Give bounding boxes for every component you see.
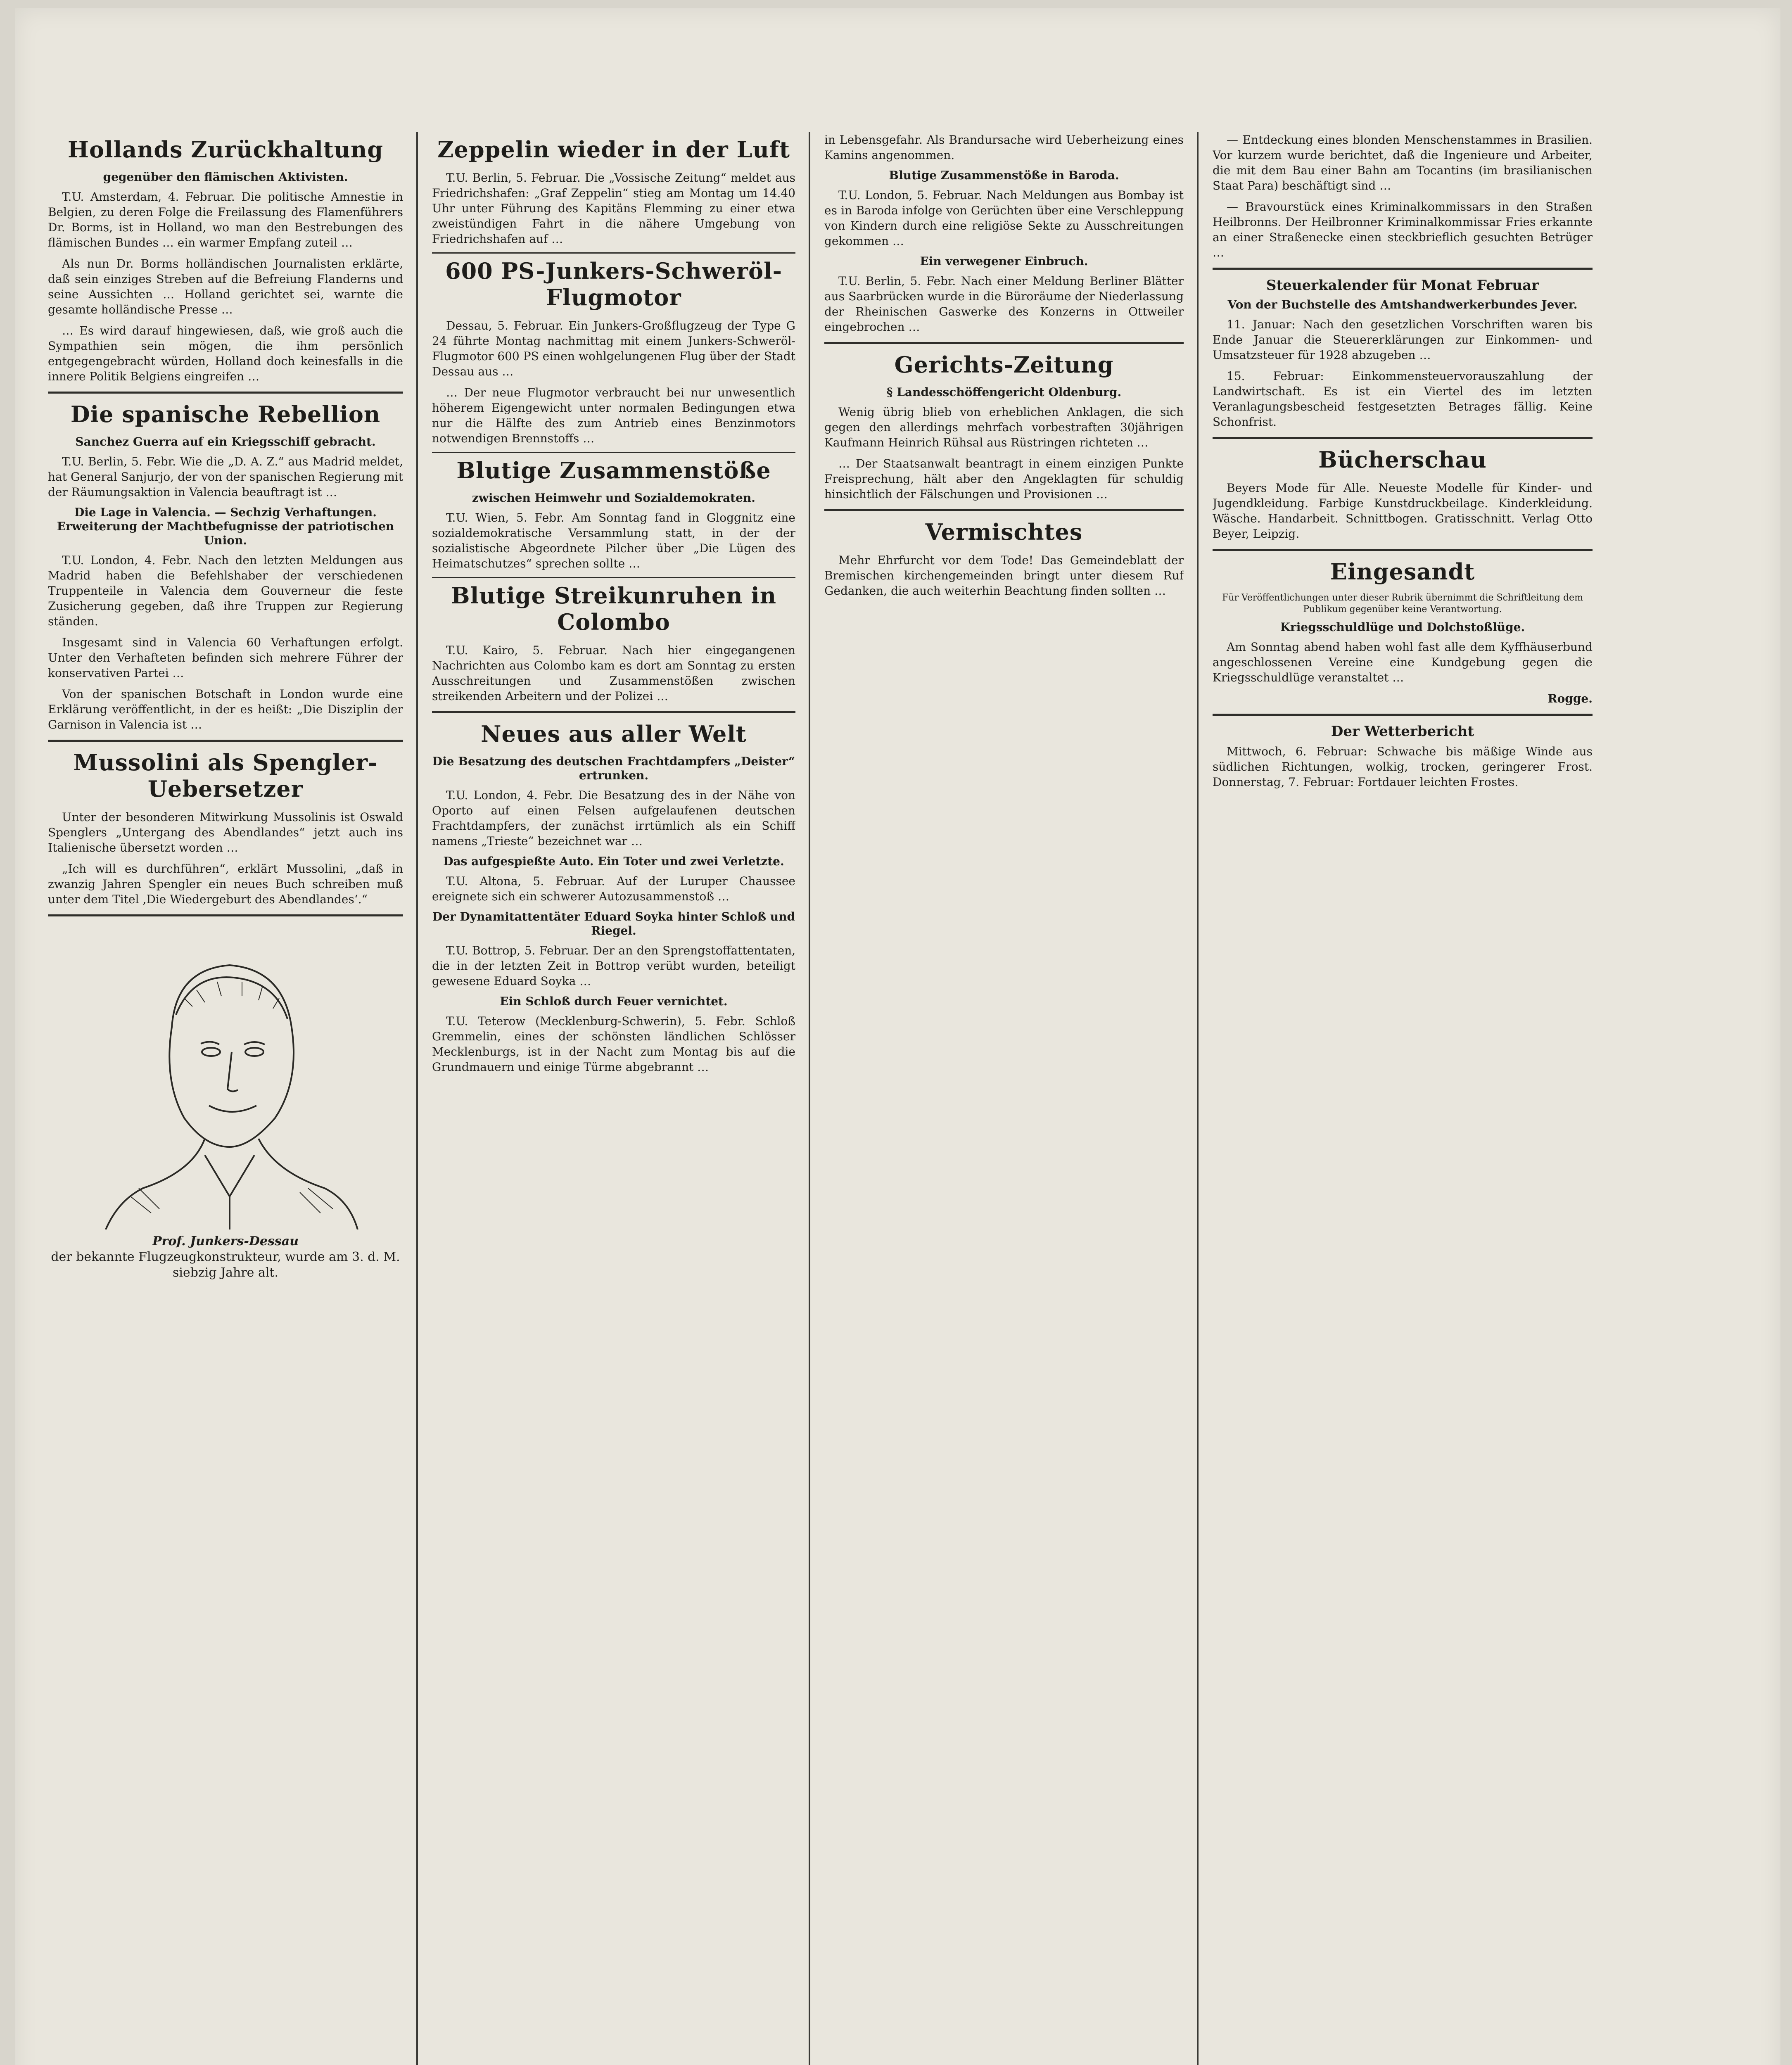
article-subtitle: Von der Buchstelle des Amtshandwerkerbundes Jever. — [1227, 298, 1578, 311]
article-paragraph: … Der neue Flugmotor verbraucht bei nur unwesentlich höherem Eigengewicht unter normalen Bedingungen etwa nur die Hälfte des zum Antrieb eines Benzinmotors notwendigen Brennstoffs … — [432, 386, 795, 445]
article-title: Der Wetterbericht — [1331, 723, 1474, 740]
article-paragraph: 11. Januar: Nach den gesetzlichen Vorschriften waren bis Ende Januar die Steuererklärungen zur Einkommen- und Umsatzsteuer für 1928 abzugeben … — [1213, 318, 1593, 362]
article-title: Zeppelin wieder in der Luft — [437, 136, 790, 163]
article-paragraph: T.U. London, 4. Febr. Nach den letzten Meldungen aus Madrid haben die Befehlshaber der verschiedenen Truppenteile in Valencia dem Gouverneur die feste Zusicherung gegeben, daß ihre Truppen zur Regierung ständen. — [48, 553, 403, 628]
article-paragraph: T.U. Berlin, 5. Febr. Wie die „D. A. Z.“ aus Madrid meldet, hat General Sanjurjo, der von der spanischen Regierung mit der Räumungsaktion in Valencia beauftragt ist … — [48, 455, 403, 499]
article-paragraph: T.U. Bottrop, 5. Februar. Der an den Sprengstoffattentaten, die in der letzten Zeit in Bottrop verübt wurden, beteiligt gewesene Eduard Soyka … — [432, 944, 795, 988]
column-2 — [432, 132, 795, 2065]
section-rule — [432, 252, 795, 254]
article-paragraph: — Bravourstück eines Kriminalkommissars in den Straßen Heilbronns. Der Heilbronner Kriminalkommissar Fries erkannte an einer Straßenecke einen steckbrieflich gesuchten Betrüger … — [1213, 200, 1593, 259]
article-title: Neues aus aller Welt — [481, 721, 747, 747]
article-subheading: Ein Schloß durch Feuer vernichtet. — [500, 995, 728, 1008]
article-title: Gerichts-Zeitung — [894, 351, 1114, 378]
article-subheading: Blutige Zusammenstöße in Baroda. — [889, 169, 1119, 182]
article-title: Die spanische Rebellion — [70, 401, 381, 427]
article-paragraph: T.U. Kairo, 5. Februar. Nach hier eingegangenen Nachrichten aus Colombo kam es dort am Sonntag zu ersten Ausschreitungen und Zusammenstößen zwischen streikenden Arbeitern und der Polizei … — [432, 643, 795, 703]
article-title: Blutige Zusammenstöße — [456, 457, 771, 484]
article-subtitle: Sanchez Guerra auf ein Kriegsschiff gebracht. — [75, 435, 376, 449]
article-title: Steuerkalender für Monat Februar — [1266, 277, 1539, 294]
article-paragraph: Von der spanischen Botschaft in London wurde eine Erklärung veröffentlicht, in der es heißt: „Die Disziplin der Garnison in Valencia ist … — [48, 687, 403, 731]
article-paragraph: … Es wird darauf hingewiesen, daß, wie groß auch die Sympathien sein mögen, die ihm persönlich entgegengebracht würden, Holland doch keinesfalls in die innere Politik Belgiens eingreifen … — [48, 324, 403, 383]
article-paragraph: in Lebensgefahr. Als Brandursache wird Ueberheizung eines Kamins angenommen. — [824, 133, 1184, 162]
article-paragraph: Wenig übrig blieb von erheblichen Anklagen, die sich gegen den allerdings mehrfach vorbestraften 30jährigen Kaufmann Heinrich Rühsal aus Rüstringen richteten … — [824, 405, 1184, 449]
section-rule — [1213, 268, 1593, 270]
article-paragraph: — Entdeckung eines blonden Menschenstammes in Brasilien. Vor kurzem wurde berichtet, daß die Ingenieure und Arbeiter, die mit dem Bau einer Bahn am Tocantins (im brasilianischen Staat Para) beschäftigt sind … — [1213, 133, 1593, 192]
article-paragraph: Am Sonntag abend haben wohl fast alle dem Kyffhäuserbund angeschlossenen Vereine eine Kundgebung gegen die Kriegsschuldlüge veranstaltet … — [1213, 640, 1593, 684]
article-paragraph: T.U. London, 5. Februar. Nach Meldungen aus Bombay ist es in Baroda infolge von Gerüchten über eine Verschleppung von Kindern durch eine religiöse Sekte zu Ausschreitungen gekommen … — [824, 188, 1184, 248]
column-divider — [1197, 132, 1199, 2065]
article-subtitle: gegenüber den flämischen Aktivisten. — [103, 170, 348, 184]
article-subtitle: zwischen Heimwehr und Sozialdemokraten. — [472, 491, 756, 505]
article-title: Eingesandt — [1330, 558, 1475, 585]
article-paragraph: T.U. Wien, 5. Febr. Am Sonntag fand in Gloggnitz eine sozialdemokratische Versammlung statt, in der der sozialistische Abgeordnete Pilcher über „Die Lügen des Heimatschutzes“ sprechen sollte … — [432, 511, 795, 570]
article-subtitle: § Landesschöffengericht Oldenburg. — [886, 385, 1122, 399]
article-paragraph: Dessau, 5. Februar. Ein Junkers-Großflugzeug der Type G 24 führte Montag nachmittag mit einem Junkers-Schweröl-Flugmotor 600 PS einen wohlgelungenen Flug über der Stadt Dessau aus … — [432, 319, 795, 378]
article-title: Hollands Zurückhaltung — [68, 136, 383, 163]
portrait-caption: der bekannte Flugzeugkonstrukteur, wurde am 3. d. M. siebzig Jahre alt. — [51, 1250, 400, 1280]
article-title: 600 PS-Junkers-Schweröl-Flugmotor — [445, 258, 782, 311]
article-paragraph: 15. Februar: Einkommensteuervorauszahlung der Landwirtschaft. Es ist ein Viertel des im letzten Veranlagungsbescheid festgesetzten Betrages fällig. Keine Schonfrist. — [1213, 369, 1593, 429]
column-3 — [824, 132, 1184, 2065]
column-4 — [1213, 132, 1593, 2065]
article-paragraph: „Ich will es durchführen“, erklärt Mussolini, „daß in zwanzig Jahren Spengler ein neues Buch schreiben muß unter dem Titel ‚Die Wiedergeburt des Abendlandes‘.“ — [48, 862, 403, 906]
column-divider — [809, 132, 810, 2065]
section-rule — [1213, 549, 1593, 551]
section-rule — [1213, 714, 1593, 716]
section-rule — [48, 914, 403, 916]
article-title: Blutige Streikunruhen in Colombo — [451, 582, 777, 635]
section-rule — [824, 342, 1184, 344]
article-paragraph: Als nun Dr. Borms holländischen Journalisten erklärte, daß sein einziges Streben auf die Befreiung Flanderns und seine Aussichten … Holland gerichtet sei, warnte die gesamte holländische Presse … — [48, 257, 403, 316]
column-1 — [48, 132, 403, 2065]
section-rule — [48, 392, 403, 394]
article-subheading: Das aufgespießte Auto. Ein Toter und zwei Verletzte. — [443, 854, 784, 868]
section-rule — [432, 711, 795, 713]
disclaimer-note: Für Veröffentlichungen unter dieser Rubrik übernimmt die Schriftleitung dem Publikum gegenüber keine Verantwortung. — [1222, 593, 1583, 615]
article-paragraph: Beyers Mode für Alle. Neueste Modelle für Kinder- und Jugendkleidung. Farbige Kunstdruckbeilage. Kinderkleidung. Wäsche. Handarbeit. Schnittbogen. Gratisschnitt. Verlag Otto Beyer, Leipzig. — [1213, 481, 1593, 541]
article-subheading: Der Dynamitattentäter Eduard Soyka hinter Schloß und Riegel. — [432, 910, 795, 938]
article-title: Bücherschau — [1318, 446, 1487, 473]
section-rule — [432, 577, 795, 578]
article-paragraph: Mehr Ehrfurcht vor dem Tode! Das Gemeindeblatt der Bremischen kirchengemeinden bringt unter diesem Ruf Gedanken, die auch weiterhin Beachtung finden sollten … — [824, 553, 1184, 598]
article-paragraph: T.U. Altona, 5. Februar. Auf der Luruper Chaussee ereignete sich ein schwerer Autozusammenstoß … — [432, 874, 795, 903]
article-paragraph: T.U. Berlin, 5. Febr. Nach einer Meldung Berliner Blätter aus Saarbrücken wurde in die Büroräume der Niederlassung der Rheinischen Gaswerke des Konzerns in Ottweiler eingebrochen … — [824, 274, 1184, 334]
article-paragraph: … Der Staatsanwalt beantragt in einem einzigen Punkte Freisprechung, hält aber den Angeklagten für schuldig hinsichtlich der Fälschungen und Provisionen … — [824, 457, 1184, 501]
article-subtitle: Die Besatzung des deutschen Frachtdampfers „Deister“ ertrunken. — [432, 755, 795, 782]
article-subheading: Die Lage in Valencia. — Sechzig Verhaftungen. Erweiterung der Machtbefugnisse der patriotischen Union. — [57, 506, 394, 547]
section-rule — [1213, 437, 1593, 439]
article-paragraph: Unter der besonderen Mitwirkung Mussolinis ist Oswald Spenglers „Untergang des Abendlandes“ jetzt auch ins Italienische übersetzt worden … — [48, 810, 403, 854]
article-title: Vermischtes — [925, 519, 1083, 545]
newspaper-page — [15, 8, 1780, 2065]
article-subtitle: Kriegsschuldlüge und Dolchstoßlüge. — [1280, 620, 1525, 634]
article-title: Mussolini als Spengler-Uebersetzer — [73, 749, 378, 802]
column-divider — [416, 132, 418, 2065]
section-rule — [824, 509, 1184, 511]
article-paragraph: Mittwoch, 6. Februar: Schwache bis mäßige Winde aus südlichen Richtungen, wolkig, trocken, geringerer Frost. Donnerstag, 7. Februar: Fortdauer leichten Frostes. — [1213, 745, 1593, 789]
article-paragraph: Insgesamt sind in Valencia 60 Verhaftungen erfolgt. Unter den Verhafteten befinden sich mehrere Führer der konservativen Partei … — [48, 636, 403, 680]
portrait-illustration — [69, 924, 382, 1230]
article-signature: Rogge. — [1548, 692, 1593, 705]
article-paragraph: T.U. Amsterdam, 4. Februar. Die politische Amnestie in Belgien, zu deren Folge die Freilassung des Flamenführers Dr. Borms, ist in Holland, wo man den Bestrebungen des flämischen Bundes … ein warmer Empfang zuteil … — [48, 190, 403, 249]
article-paragraph: T.U. London, 4. Febr. Die Besatzung des in der Nähe von Oporto auf einen Felsen aufgelaufenen deutschen Frachtdampfers, der zunächst irrtümlich als ein Schiff namens „Trieste“ bezeichnet war … — [432, 788, 795, 848]
article-paragraph: T.U. Berlin, 5. Februar. Die „Vossische Zeitung“ meldet aus Friedrichshafen: „Graf Zeppelin“ stieg am Montag um 14.40 Uhr unter Führung des Kapitäns Flemming zu einer etwa zweistündigen Fahrt in die nähere Umgebung von Friedrichshafen auf … — [432, 171, 795, 246]
section-rule — [432, 452, 795, 453]
section-rule — [48, 740, 403, 742]
article-paragraph: T.U. Teterow (Mecklenburg-Schwerin), 5. Febr. Schloß Gremmelin, eines der schönsten ländlichen Schlösser Mecklenburgs, ist in der Nacht zum Montag bis auf die Grundmauern und einige Türme abgebrannt … — [432, 1014, 795, 1074]
portrait-signature: Prof. Junkers-Dessau — [152, 1234, 299, 1248]
article-subheading: Ein verwegener Einbruch. — [920, 254, 1088, 268]
